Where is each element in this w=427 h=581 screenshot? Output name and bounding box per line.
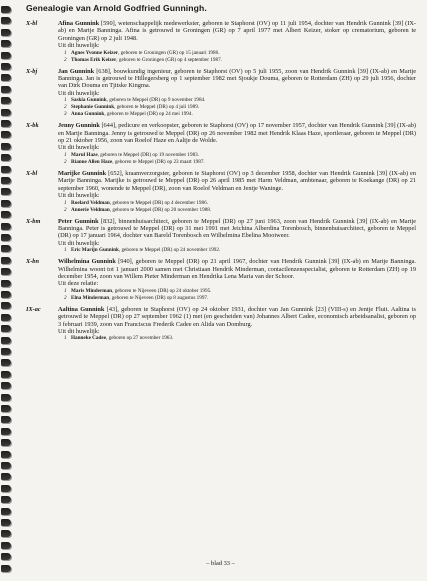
binding-ring xyxy=(1,280,11,287)
ring-binding xyxy=(0,0,14,581)
children-heading: Uit dit huwelijk: xyxy=(58,239,100,247)
child-number: 1 xyxy=(64,287,67,294)
children-heading: Uit dit huwelijk: xyxy=(58,144,100,152)
person-entry xyxy=(26,68,416,119)
person-name: Afina Gunnink xyxy=(58,20,100,27)
person-entry xyxy=(26,20,416,64)
child-name: Annerie Veldman xyxy=(71,206,110,213)
genealogy-entries xyxy=(26,20,416,346)
generation-code: X-bl xyxy=(26,20,38,27)
generation-code: X-bm xyxy=(26,217,41,225)
child-details: , geboren te Meppel (DR) op 4 december 1986. xyxy=(109,199,209,206)
generation-code: X-bn xyxy=(26,258,39,266)
child-details: , geboren te Nijeveen (DR) op 8 augustus 1997. xyxy=(109,294,209,301)
binding-ring xyxy=(1,40,11,47)
child-details: , geboren te Meppel (DR) op 24 november 1992. xyxy=(118,247,221,254)
binding-ring xyxy=(1,177,11,184)
child-item xyxy=(64,295,416,302)
binding-ring xyxy=(1,154,11,161)
child-item xyxy=(64,288,416,295)
generation-code: X-bj xyxy=(26,67,38,75)
binding-ring xyxy=(1,109,11,116)
entry-body xyxy=(58,218,416,255)
binding-ring xyxy=(1,325,11,332)
children-heading: Uit deze relatie: xyxy=(58,280,99,288)
person-description: [638], bouwkundig ingenieur, geboren te Staphorst (OV) op 5 juli 1955, zoon van Hendrik Gunnink [39] (IX-ab) en Martje Banninga. Jan is getrouwd te Hillegersberg op 1 september 1982 met Sjoukje Douma, geboren te Rotterdam (ZH) op 29 juli 1956, dochter van Dirk Douma en Tjitske Kingma. xyxy=(58,67,417,90)
child-details: , geboren te Meppel (DR) op 19 november 1983. xyxy=(97,151,200,158)
child-name: Anna Gunnink xyxy=(71,111,105,118)
binding-ring xyxy=(1,473,11,480)
person-name: Aaltina Gunnink xyxy=(58,305,105,313)
child-name: Roelard Veldman xyxy=(71,199,110,206)
child-number: 1 xyxy=(64,335,67,342)
child-item xyxy=(64,50,416,57)
page-number: – blad 33 – xyxy=(206,560,235,567)
binding-ring xyxy=(1,302,11,309)
child-details: , geboren te Meppel (DR) op 24 mei 1994. xyxy=(104,111,193,118)
child-details: , geboren te Groningen (GR) op 15 januari 1986. xyxy=(118,49,220,56)
binding-ring xyxy=(1,405,11,412)
binding-ring xyxy=(1,143,11,150)
binding-ring xyxy=(1,6,11,13)
binding-ring xyxy=(1,211,11,218)
child-name: Agnes Yvonne Keizer xyxy=(71,49,119,56)
child-name: Marul Haze xyxy=(71,151,98,158)
binding-ring xyxy=(1,428,11,435)
person-name: Wilhelmina Gunnink xyxy=(58,258,116,266)
binding-ring xyxy=(1,462,11,469)
person-name: Jan Gunnink xyxy=(58,67,95,75)
children-list xyxy=(64,288,416,302)
entry-body xyxy=(58,20,416,64)
person-description: [940], geboren te Meppel (DR) op 21 april 1967, dochter van Hendrik Gunnink [39] (IX-ab) en Martje Banninga. Wilhelmina woont tot 1 januari 2000 samen met Christiaan Hendrik Minderman, contactlenzenspecialist, geboren te Rotterdam (ZH) op 19 december 1954, zoon van Willem Pieter Minderman en Hendrika Lena Maria van der Schoor. xyxy=(58,258,417,280)
children-list xyxy=(64,200,416,214)
entry-body xyxy=(58,122,416,166)
person-name: Marijke Gunnink xyxy=(58,169,107,177)
child-name: Thomas Erik Keizer xyxy=(71,56,117,63)
children-heading: Uit dit huwelijk: xyxy=(58,192,100,200)
binding-ring xyxy=(1,268,11,275)
entry-body xyxy=(58,170,416,214)
child-number: 2 xyxy=(64,206,67,213)
person-description: [652], kraamverzorgster, geboren te Staphorst (OV) op 3 december 1958, dochter van Hendrik Gunnink [39] (IX-ab) en Martje Banninga. Marijke is getrouwd te Meppel (DR) op 26 april 1985 met Harm Veldman, ambtenaar, geboren te Koekange (DR) op 21 september 1960, wonende te Meppel (DR), zoon van Roelof Veldman en Jentje Waninge. xyxy=(58,169,416,192)
binding-ring xyxy=(1,166,11,173)
children-list xyxy=(64,50,416,64)
document-page xyxy=(18,0,423,581)
child-name: Hanneke Cadee xyxy=(71,335,107,342)
binding-ring xyxy=(1,223,11,230)
binding-ring xyxy=(1,382,11,389)
children-heading: Uit dit huwelijk: xyxy=(58,89,100,97)
child-name: Saskia Gunnink xyxy=(71,97,107,104)
person-description: [644], pedicure en verkoopster, geboren te Staphorst (OV) op 17 november 1957, dochter van Hendrik Gunnink [39] (IX-ab) en Martje Banninga. Jenny is getrouwd te Meppel (DR) op 26 november 1982 met Hendrik Klaas Haze, sportleraar, geboren te Meppel (DR) op 21 oktober 1956, zoon van Roelof Haze en Aaltje de Wolde. xyxy=(58,122,417,145)
person-description: [590], wetenschappelijk medewerkster, geboren te Staphorst (OV) op 11 juli 1954, dochter van Hendrik Gunnink [39] (IX-ab) en Martje Banninga. Afina is getrouwd te Groningen (GR) op 7 april 1977 met Albert Keizer, stoker op crematorium, geboren te Groningen (GR) op 2 juli 1948. xyxy=(58,20,417,42)
binding-ring xyxy=(1,337,11,344)
generation-code: X-bk xyxy=(26,122,39,130)
binding-ring xyxy=(1,17,11,24)
children-list xyxy=(64,247,416,254)
child-item xyxy=(64,247,416,254)
child-number: 2 xyxy=(64,158,67,165)
binding-ring xyxy=(1,245,11,252)
child-item xyxy=(64,200,416,207)
child-number: 1 xyxy=(64,49,67,56)
person-name: Jenny Gunnink xyxy=(58,122,100,130)
child-details: , geboren te Meppel (DR) op 9 november 1984. xyxy=(106,97,206,104)
child-number: 2 xyxy=(64,56,67,63)
child-number: 3 xyxy=(64,111,67,118)
binding-ring xyxy=(1,120,11,127)
children-list xyxy=(64,152,416,166)
child-details: , geboren te Meppel (DR) op 23 maart 1987. xyxy=(112,158,205,165)
page-title: Genealogie van Arnold Godfried Gunningh. xyxy=(26,3,207,13)
children-heading: Uit dit huwelijk: xyxy=(58,327,100,335)
child-item xyxy=(64,152,416,159)
binding-ring xyxy=(1,291,11,298)
child-name: Elna Minderman xyxy=(71,294,110,301)
binding-ring xyxy=(1,131,11,138)
binding-ring xyxy=(1,52,11,59)
binding-ring xyxy=(1,371,11,378)
entry-body xyxy=(58,306,416,343)
binding-ring xyxy=(1,542,11,549)
child-number: 1 xyxy=(64,247,67,254)
person-entry xyxy=(26,258,416,302)
binding-ring xyxy=(1,234,11,241)
binding-ring xyxy=(1,439,11,446)
child-name: Maris Minderman xyxy=(71,287,113,294)
binding-ring xyxy=(1,63,11,70)
person-entry xyxy=(26,122,416,166)
entry-body xyxy=(58,68,416,119)
children-list xyxy=(64,97,416,118)
person-description: [43], geboren te Staphorst (OV) op 24 oktober 1931, dochter van Jan Gunnink [23] (VIII-s) en Jentje Fluit. Aaltina is getrouwd te Meppel (DR) op 27 september 1962 (1) met (en gescheiden van) Johannes Albert Cadee, economisch arbeidsanalist, geboren op 3 februari 1939, zoon van Franciscus Frederik Cadee en Alida van Domburg. xyxy=(58,305,416,328)
binding-ring xyxy=(1,257,11,264)
child-name: Stephanie Gunnink xyxy=(71,104,115,111)
children-list xyxy=(64,335,416,342)
binding-ring xyxy=(1,416,11,423)
binding-ring xyxy=(1,97,11,104)
child-details: , geboren te Meppel (DR) op 4 juli 1989. xyxy=(114,104,200,111)
binding-ring xyxy=(1,508,11,515)
children-heading: Uit dit huwelijk: xyxy=(58,42,100,50)
person-entry xyxy=(26,218,416,255)
binding-ring xyxy=(1,496,11,503)
child-item xyxy=(64,111,416,118)
generation-code: X-bl xyxy=(26,169,38,177)
binding-ring xyxy=(1,451,11,458)
person-description: [832], binnenhuisarchitect, geboren te Meppel (DR) op 27 juni 1963, zoon van Hendrik Gunnink [39] (IX-ab) en Martje Banninga. Peter is getrouwd te Meppel (DR) op 31 mei 1991 met Jeichina Alberdina Torenbosch, binnenhuisarchitect, geboren te Meppel (DR) op 17 januari 1964, dochter van Bareld Torenbosch en Wilhelmina Ebelina Mooiweer. xyxy=(58,217,416,240)
person-entry xyxy=(26,306,416,343)
binding-ring xyxy=(1,86,11,93)
child-details: , geboren op 27 november 1963. xyxy=(106,335,174,342)
binding-ring xyxy=(1,519,11,526)
generation-code: IX-ac xyxy=(26,305,41,313)
binding-ring xyxy=(1,314,11,321)
child-item xyxy=(64,159,416,166)
child-number: 1 xyxy=(64,151,67,158)
binding-ring xyxy=(1,74,11,81)
child-number: 2 xyxy=(64,104,67,111)
child-number: 1 xyxy=(64,199,67,206)
binding-ring xyxy=(1,359,11,366)
binding-ring xyxy=(1,553,11,560)
child-details: , geboren te Nijeveen (DR) op 24 oktober 1995. xyxy=(112,287,212,294)
binding-ring xyxy=(1,29,11,36)
binding-ring xyxy=(1,394,11,401)
person-entry xyxy=(26,170,416,214)
child-name: Eric Marijn Gunnink xyxy=(71,247,119,254)
child-name: Rianne Allen Haze xyxy=(71,158,113,165)
binding-ring xyxy=(1,200,11,207)
binding-ring xyxy=(1,188,11,195)
child-number: 1 xyxy=(64,97,67,104)
binding-ring xyxy=(1,485,11,492)
child-number: 2 xyxy=(64,294,67,301)
child-details: , geboren te Meppel (DR) op 20 november 1988. xyxy=(109,206,212,213)
child-item xyxy=(64,57,416,64)
entry-body xyxy=(58,258,416,302)
person-name: Peter Gunnink xyxy=(58,217,99,225)
binding-ring xyxy=(1,530,11,537)
child-details: , geboren te Groningen (GR) op 4 september 1987. xyxy=(116,56,222,63)
child-item xyxy=(64,207,416,214)
binding-ring xyxy=(1,348,11,355)
binding-ring xyxy=(1,565,11,572)
child-item xyxy=(64,335,416,342)
